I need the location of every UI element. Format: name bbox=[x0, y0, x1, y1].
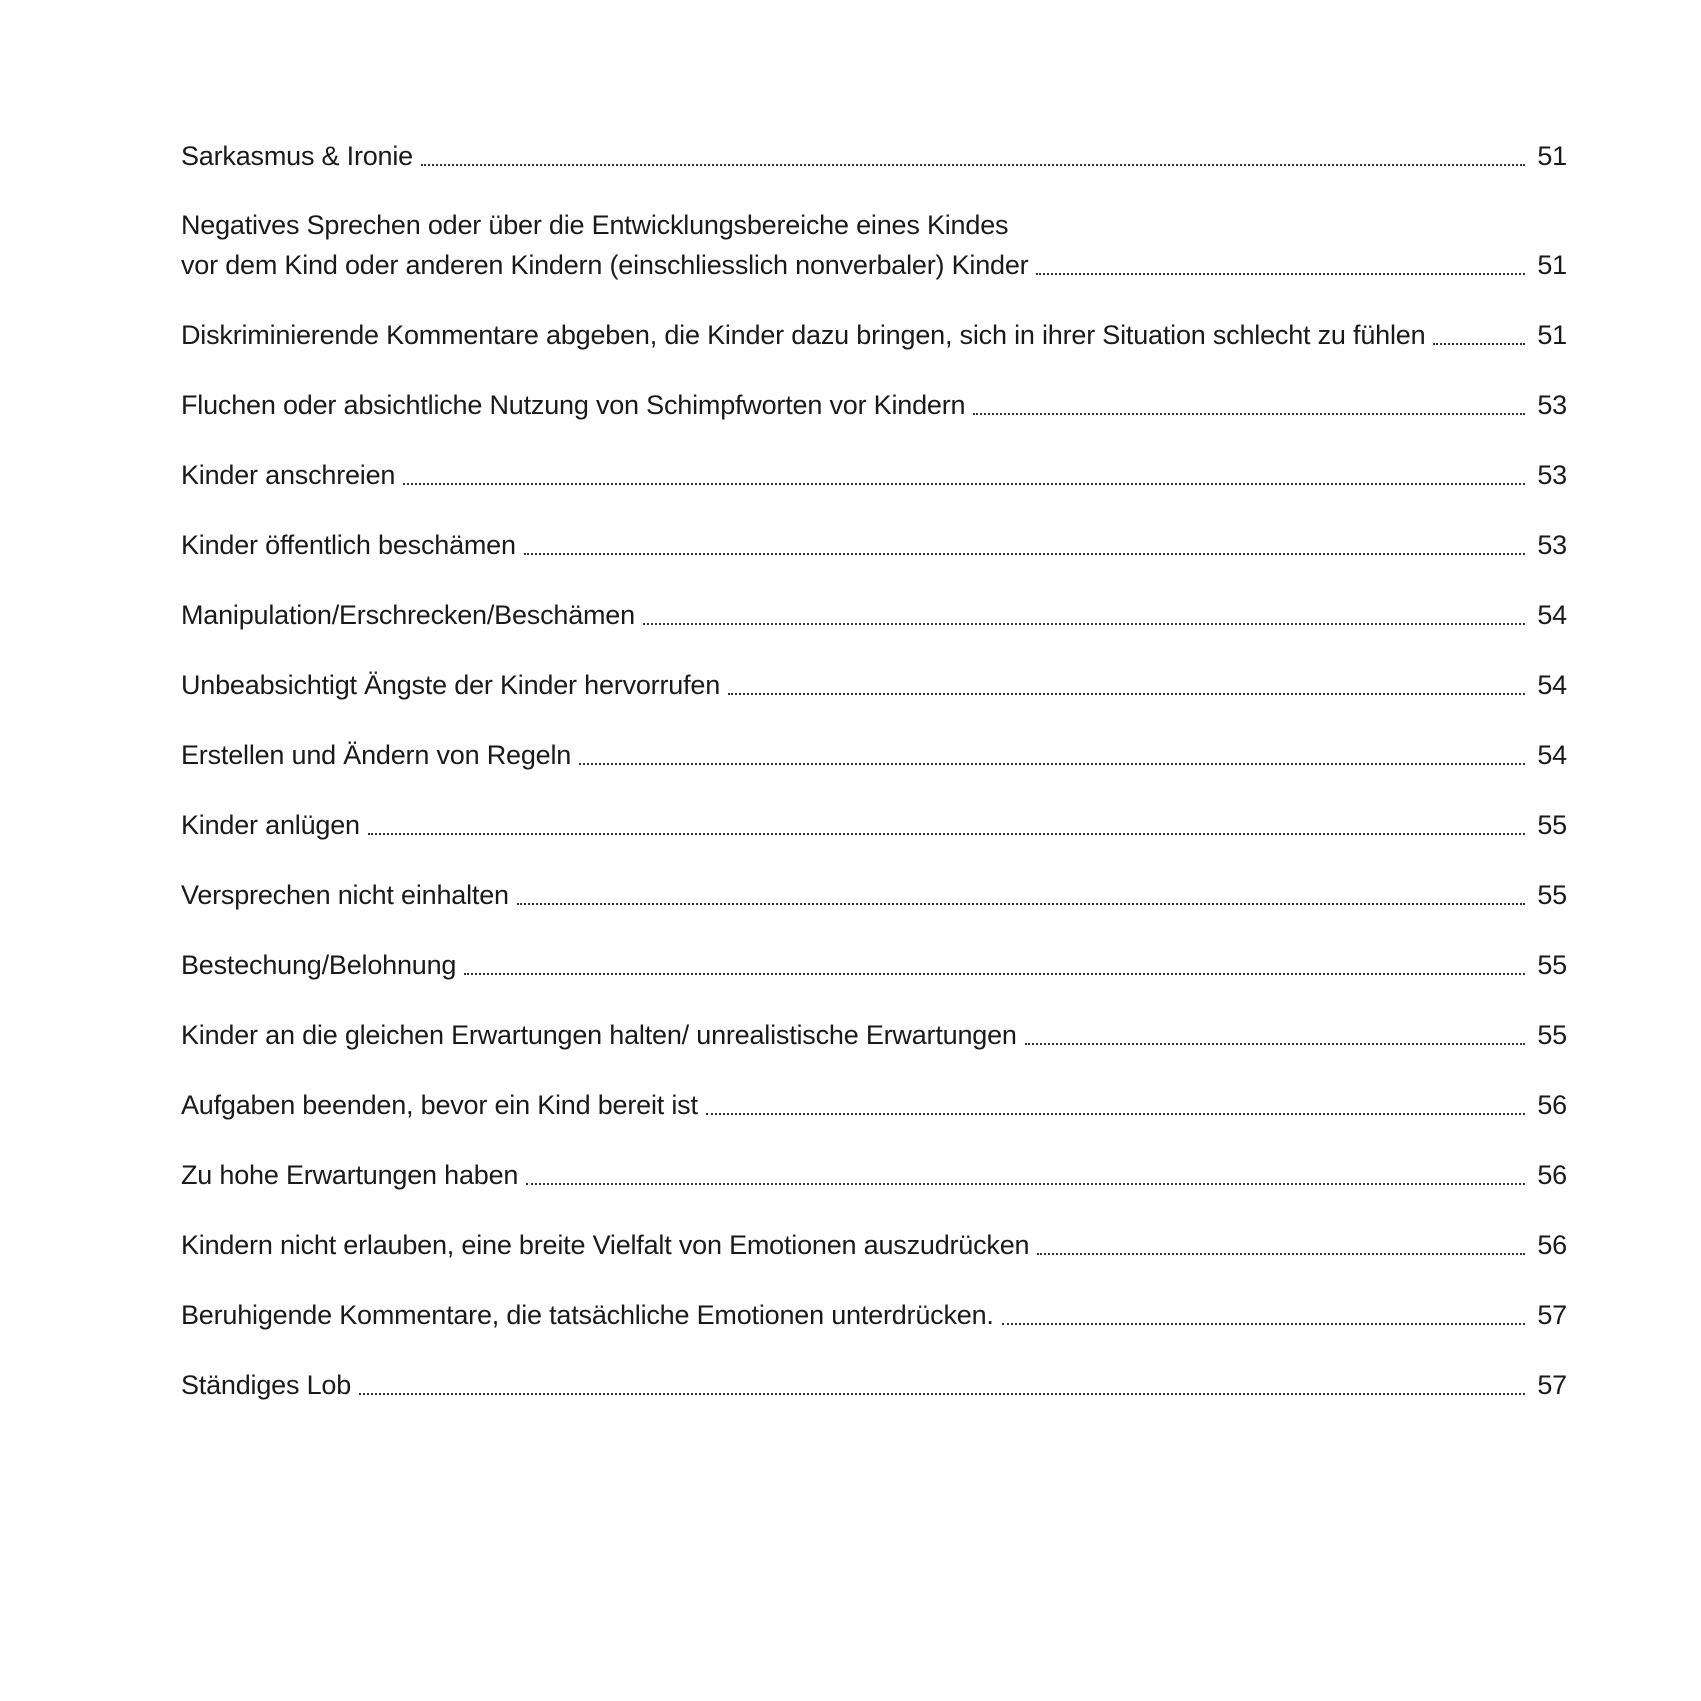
toc-entry-title bbox=[181, 805, 360, 845]
toc-entry-title-line: Beruhigende Kommentare, die tatsächliche Emotionen unterdrücken. bbox=[181, 1300, 994, 1330]
toc-entry-title-line: Sarkasmus & Ironie bbox=[181, 141, 413, 171]
toc-entry-title bbox=[181, 525, 516, 565]
dot-leader bbox=[1002, 1323, 1525, 1325]
toc-entry-title-line: Kinder anschreien bbox=[181, 460, 396, 490]
dot-leader bbox=[706, 1113, 1525, 1115]
dot-leader bbox=[728, 693, 1525, 695]
dot-leader bbox=[517, 903, 1525, 905]
toc-entry-title bbox=[181, 1365, 351, 1405]
toc-entry[interactable] bbox=[181, 665, 1567, 705]
toc-entry-page-number: 54 bbox=[1537, 600, 1567, 630]
toc-entry-title bbox=[181, 595, 635, 635]
toc-entry-title-line: Kinder öffentlich beschämen bbox=[181, 530, 516, 560]
toc-entry[interactable] bbox=[181, 945, 1567, 985]
toc-entry-title bbox=[181, 665, 720, 705]
toc-entry-title bbox=[181, 1015, 1017, 1055]
toc-entry[interactable] bbox=[181, 1015, 1567, 1055]
toc-entry-title bbox=[181, 385, 965, 425]
toc-entry-title bbox=[181, 205, 1028, 285]
dot-leader bbox=[579, 763, 1525, 765]
toc-entry-title-line: Manipulation/Erschrecken/Beschämen bbox=[181, 600, 635, 630]
toc-entry[interactable] bbox=[181, 875, 1567, 915]
dot-leader bbox=[368, 833, 1525, 835]
dot-leader bbox=[973, 413, 1525, 415]
toc-entry-title bbox=[181, 455, 395, 495]
table-of-contents bbox=[181, 136, 1567, 1435]
toc-entry-title-line: Kindern nicht erlauben, eine breite Vielfalt von Emotionen auszudrücken bbox=[181, 1230, 1030, 1260]
toc-entry[interactable] bbox=[181, 1155, 1567, 1195]
toc-entry[interactable] bbox=[181, 315, 1567, 355]
dot-leader bbox=[359, 1393, 1525, 1395]
toc-entry-title-line: Aufgaben beenden, bevor ein Kind bereit ist bbox=[181, 1090, 698, 1120]
toc-entry-title bbox=[181, 875, 509, 915]
toc-entry-page-number: 55 bbox=[1537, 810, 1567, 840]
toc-entry-title bbox=[181, 1085, 698, 1125]
toc-entry[interactable] bbox=[181, 805, 1567, 845]
toc-entry[interactable] bbox=[181, 1225, 1567, 1265]
toc-entry-page-number: 53 bbox=[1537, 460, 1567, 490]
dot-leader bbox=[421, 164, 1525, 166]
toc-entry-page-number: 57 bbox=[1537, 1300, 1567, 1330]
toc-entry-title bbox=[181, 1225, 1029, 1265]
toc-entry-title bbox=[181, 1155, 518, 1195]
dot-leader bbox=[1036, 273, 1525, 275]
toc-entry[interactable] bbox=[181, 136, 1567, 176]
toc-entry-page-number: 51 bbox=[1537, 250, 1567, 280]
toc-entry-title-line: Kinder anlügen bbox=[181, 810, 360, 840]
dot-leader bbox=[403, 483, 1525, 485]
dot-leader bbox=[526, 1183, 1525, 1185]
toc-entry-page-number: 56 bbox=[1537, 1230, 1567, 1260]
toc-entry-page-number: 57 bbox=[1537, 1370, 1567, 1400]
toc-entry[interactable] bbox=[181, 455, 1567, 495]
dot-leader bbox=[524, 553, 1525, 555]
toc-entry-title bbox=[181, 136, 413, 176]
toc-entry[interactable] bbox=[181, 205, 1567, 285]
toc-entry-page-number: 54 bbox=[1537, 740, 1567, 770]
toc-entry[interactable] bbox=[181, 525, 1567, 565]
toc-entry[interactable] bbox=[181, 735, 1567, 775]
toc-entry-page-number: 53 bbox=[1537, 390, 1567, 420]
toc-entry-title-line: Fluchen oder absichtliche Nutzung von Schimpfworten vor Kindern bbox=[181, 390, 966, 420]
toc-entry-page-number: 55 bbox=[1537, 950, 1567, 980]
toc-entry-title bbox=[181, 735, 571, 775]
dot-leader bbox=[1025, 1043, 1525, 1045]
dot-leader bbox=[643, 623, 1525, 625]
toc-entry-page-number: 51 bbox=[1537, 320, 1567, 350]
toc-entry[interactable] bbox=[181, 1365, 1567, 1405]
toc-entry-title-line: vor dem Kind oder anderen Kindern (einschliesslich nonverbaler) Kinder bbox=[181, 250, 1029, 280]
toc-entry-page-number: 55 bbox=[1537, 1020, 1567, 1050]
toc-entry-page-number: 56 bbox=[1537, 1160, 1567, 1190]
toc-entry-page-number: 53 bbox=[1537, 530, 1567, 560]
toc-entry-title bbox=[181, 945, 456, 985]
toc-entry-title-line: Zu hohe Erwartungen haben bbox=[181, 1160, 519, 1190]
toc-entry[interactable] bbox=[181, 1085, 1567, 1125]
toc-entry[interactable] bbox=[181, 595, 1567, 635]
toc-entry-title bbox=[181, 315, 1425, 355]
toc-entry[interactable] bbox=[181, 385, 1567, 425]
toc-entry-page-number: 56 bbox=[1537, 1090, 1567, 1120]
toc-entry-title-line: Versprechen nicht einhalten bbox=[181, 880, 509, 910]
toc-entry-title-line: Unbeabsichtigt Ängste der Kinder hervorrufen bbox=[181, 670, 721, 700]
toc-entry-title-line: Bestechung/Belohnung bbox=[181, 950, 457, 980]
toc-entry-title-line: Kinder an die gleichen Erwartungen halten/ unrealistische Erwartungen bbox=[181, 1020, 1017, 1050]
toc-entry[interactable] bbox=[181, 1295, 1567, 1335]
toc-entry-page-number: 51 bbox=[1537, 141, 1567, 171]
dot-leader bbox=[1037, 1253, 1525, 1255]
dot-leader bbox=[464, 973, 1525, 975]
toc-entry-title-line: Ständiges Lob bbox=[181, 1370, 352, 1400]
toc-entry-title-line: Diskriminierende Kommentare abgeben, die Kinder dazu bringen, sich in ihrer Situation schlecht zu fühlen bbox=[181, 320, 1426, 350]
toc-entry-page-number: 55 bbox=[1537, 880, 1567, 910]
toc-entry-page-number: 54 bbox=[1537, 670, 1567, 700]
dot-leader bbox=[1433, 343, 1525, 345]
toc-entry-title bbox=[181, 1295, 994, 1335]
toc-entry-title-line: Negatives Sprechen oder über die Entwicklungsbereiche eines Kindes bbox=[181, 210, 1009, 240]
toc-entry-title-line: Erstellen und Ändern von Regeln bbox=[181, 740, 572, 770]
